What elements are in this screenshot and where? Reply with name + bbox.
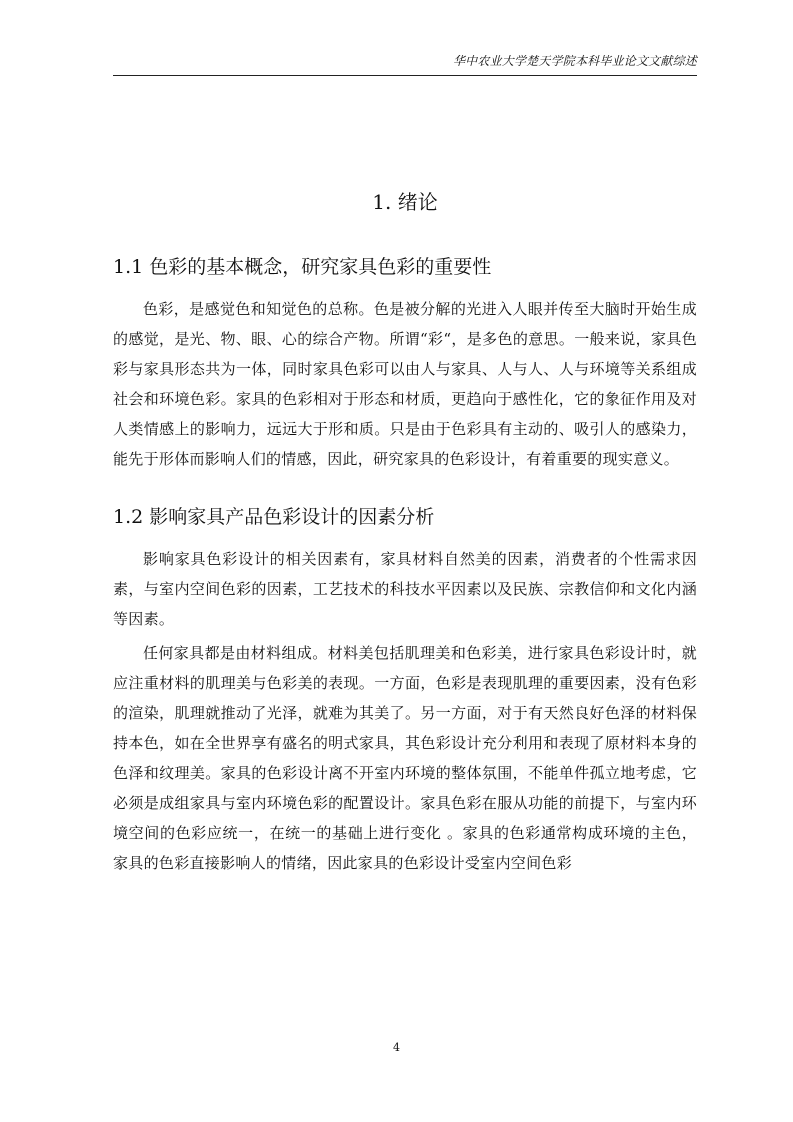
running-header [113, 52, 697, 76]
paragraph: 影响家具色彩设计的相关因素有，家具材料自然美的因素，消费者的个性需求因素，与室内空间色彩的因素，工艺技术的科技水平因素以及民族、宗教信仰和文化内涵等因素。 [113, 550, 697, 628]
section-heading-1-1: 1.1 色彩的基本概念，研究家具色彩的重要性 [113, 256, 492, 278]
paragraph: 色彩，是感觉色和知觉色的总称。色是被分解的光进入人眼并传至大脑时开始生成的感觉，是光、物、眼、心的综合产物。所谓“彩“，是多色的意思。一般来说，家具色彩与家具形态共为一体，同时家具色彩可以由人与家具、人与人、人与环境等关系组成社会和环境色彩。家具的色彩相对于形态和材质，更趋向于感性化，它的象征作用及对人类情感上的影响力，远远大于形和质。只是由于色彩具有主动的、吸引人的感染力，能先于形体而影响人们的情感，因此，研究家具的色彩设计，有着重要的现实意义。 [113, 300, 697, 468]
document-body [113, 180, 697, 878]
paragraph: 任何家具都是由材料组成。材料美包括肌理美和色彩美，进行家具色彩设计时，就应注重材料的肌理美与色彩美的表现。一方面，色彩是表现肌理的重要因素，没有色彩的渲染，肌理就推动了光泽，就难为其美了。另一方面，对于有天然良好色泽的材料保持本色，如在全世界享有盛名的明式家具，其色彩设计充分利用和表现了原材料本身的色泽和纹理美。家具的色彩设计离不开室内环境的整体氛围，不能单件孤立地考虑，它必须是成组家具与室内环境色彩的配置设计。家具色彩在服从功能的前提下，与室内环境空间的色彩应统一，在统一的基础上进行变化 。家具的色彩通常构成环境的主色，家具的色彩直接影响人的情绪，因此家具的色彩设计受室内空间色彩 [113, 644, 697, 872]
section-body-1-1 [113, 294, 697, 474]
section-body-1-2 [113, 544, 697, 878]
page-number: 4 [393, 1041, 400, 1054]
section-heading-1-2: 1.2 影响家具产品色彩设计的因素分析 [113, 506, 435, 528]
chapter-title: 1. 绪论 [372, 190, 438, 214]
running-title: 华中农业大学楚天学院本科毕业论文文献综述 [452, 54, 697, 68]
